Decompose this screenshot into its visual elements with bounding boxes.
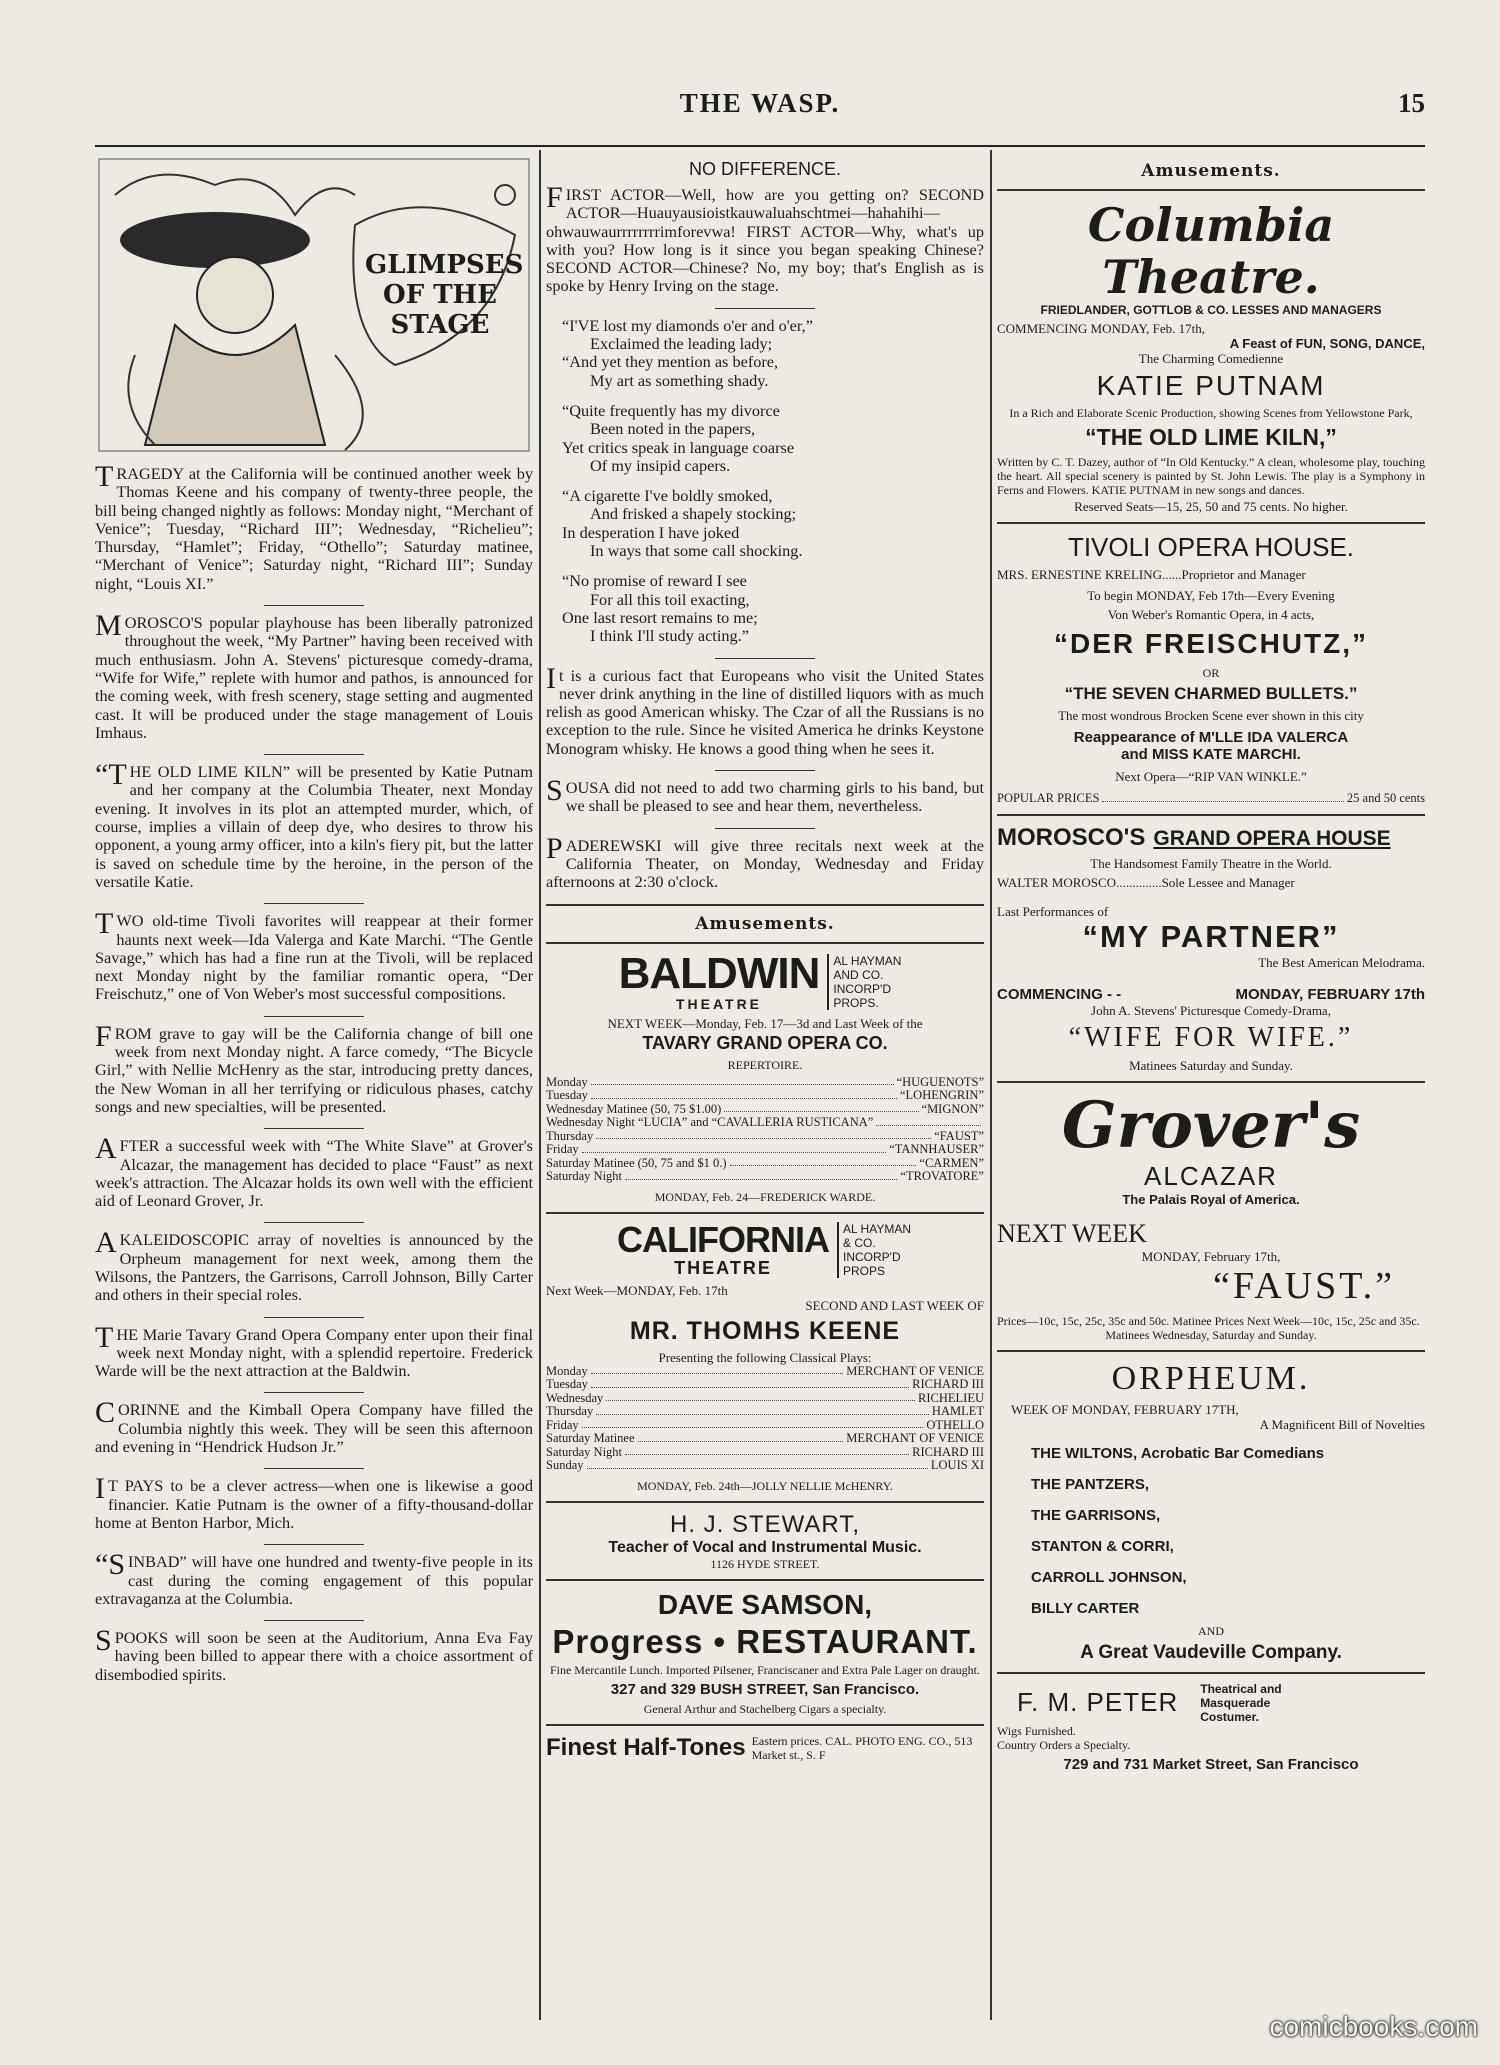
tivoli-ad [997, 532, 1425, 806]
california-sub: THEATRE [674, 1257, 772, 1278]
poem-line: Of my insipid capers. [590, 455, 731, 475]
california-footer: MONDAY, Feb. 24th—JOLLY NELLIE McHENRY. [637, 1478, 893, 1493]
baldwin-repertoire: REPERTOIRE. [727, 1057, 803, 1072]
schedule-day: Friday [546, 1142, 579, 1156]
tivoli-opera: “DER FREISCHUTZ,” [1054, 628, 1368, 659]
orpheum-great: A Great Vaudeville Company. [1080, 1641, 1342, 1663]
poem-line: Been noted in the papers, [590, 419, 756, 439]
article: AKALEIDOSCOPIC array of novelties is announced by the Orpheum management for next week, among them the Wilsons, the Pantzers, the Garrisons, Carroll Johnson, Billy Carter and others in their special roles. [95, 1226, 533, 1305]
morosco-comm-label: COMMENCING - - [997, 985, 1122, 1003]
stewart-ad [546, 1511, 984, 1571]
grovers-logo: Grover's [1061, 1087, 1361, 1163]
leader-dots [625, 1170, 897, 1180]
article: TRAGEDY at the California will be continued another week by Thomas Keene and his company of twenty-three people, the bill being changed nightly as follows: Monday night, “Merchant of Venice”; Tuesday, “Richard III”; Wednesday, “Richelieu”; Thursday, “Hamlet”; Friday, “Othello”; Saturday matinee, “Merchant of Venice”; Saturday night, “Richard III”; Sunday night, “Louis XI.” [95, 460, 533, 593]
schedule-day: Monday [546, 1363, 588, 1378]
divider [264, 1544, 364, 1545]
baldwin-mgmt: AL HAYMAN AND CO. INCORP'D PROPS. [827, 954, 911, 1010]
divider [264, 754, 364, 755]
orpheum-act: BILLY CARTER [1031, 1599, 1140, 1617]
article: “THE OLD LIME KILN” will be presented by Katie Putnam and her company at the Columbia Theater, next Monday evening. It involves in its plot an attempted murder, which, of course, implies a villain of deep dye, who desires to throw his opponent, a young army officer, into a kiln's fiery pit, but the latter is saved on schedule time by the heroine, in the person of the versatile Katie. [95, 758, 533, 891]
masthead: THE WASP. [679, 88, 841, 118]
leader-dots [638, 1432, 844, 1442]
baldwin-ad [546, 948, 984, 1204]
divider [264, 1317, 364, 1318]
orpheum-ad [997, 1360, 1425, 1664]
rule [997, 189, 1425, 191]
leader-dots [582, 1143, 887, 1153]
peter-name: F. M. PETER [1017, 1687, 1179, 1717]
rule [546, 1724, 984, 1726]
schedule-row [546, 1446, 984, 1460]
samson-name: DAVE SAMSON, [657, 1588, 873, 1620]
rule [546, 904, 984, 906]
tivoli-prop: MRS. ERNESTINE KRELING......Proprietor and Manager [997, 567, 1306, 582]
poem [546, 317, 984, 646]
schedule-day: Wednesday [546, 1390, 604, 1405]
tivoli-prices-label: POPULAR PRICES [997, 791, 1100, 805]
article: CORINNE and the Kimball Opera Company have filled the Columbia nightly this week. They will be seen this afternoon and evening in “Hendrick Hudson Jr.” [95, 1396, 533, 1457]
orpheum-week: WEEK OF MONDAY, FEBRUARY 17TH, [1011, 1401, 1239, 1417]
columbia-logo: Columbia Theatre. [1087, 198, 1335, 304]
poem-line: Yet critics speak in language coarse [562, 437, 795, 457]
columbia-desc: Written by C. T. Dazey, author of “In Old Kentucky.” A clean, wholesome play, touching the heart. All special scenery is painted by St. John Lewis. The play is a Symphony in Ferns and Flowers. KATIE PUTNAM in new songs and dances. [997, 455, 1425, 497]
schedule-play: “HUGUENOTS” [896, 1074, 984, 1089]
schedule-row [546, 1116, 984, 1130]
article: MOROSCO'S popular playhouse has been liberally patronized throughout the week, “My Partner” having been received with much enthusiasm. John A. Stevens' picturesque comedy-drama, “Wife for Wife,” replete with humor and pathos, is announced for the coming week, with fresh scenery, stage setting and augmented cast. It will be produced under the stage management of Louis Imhaus. [95, 609, 533, 742]
divider [715, 658, 815, 659]
poem-stanza [562, 487, 984, 560]
rule [546, 942, 984, 944]
schedule-play: “FAUST” [934, 1128, 984, 1143]
schedule-day: Thursday [546, 1128, 594, 1143]
halftones-big: Finest Half-Tones [546, 1733, 746, 1761]
divider [715, 308, 815, 309]
orpheum-act: THE GARRISONS, [1031, 1506, 1161, 1524]
poem-line: In desperation I have joked [562, 522, 740, 542]
schedule-play: LOUIS XI [930, 1458, 984, 1472]
middle-column [546, 155, 984, 2025]
news-column [95, 155, 533, 2025]
leader-dots [606, 1392, 915, 1402]
column-divider [990, 150, 992, 2020]
peter-ad [997, 1682, 1425, 1773]
orpheum-act: STANTON & CORRI, [1031, 1537, 1174, 1555]
grovers-matinees: Matinees Wednesday, Saturday and Sunday. [1105, 1327, 1317, 1342]
article: SPOOKS will soon be seen at the Auditorium, Anna Eva Fay having been billed to appear there with a choice assortment of disembodied spirits. [95, 1624, 533, 1684]
poem-line: Exclaimed the leading lady; [590, 334, 773, 354]
peter-wigs: Wigs Furnished. [997, 1723, 1076, 1738]
poem-line: And frisked a shapely stocking; [590, 504, 797, 524]
orpheum-and: AND [1198, 1623, 1224, 1638]
paderewski-paragraph: PADEREWSKI will give three recitals next week at the California Theater, on Monday, Wednesday and Friday afternoons at 2:30 o'clock. [546, 831, 984, 892]
tivoli-reappearance: Reappearance of M'LLE IDA VALERCA [1073, 729, 1349, 746]
peter-address: 729 and 731 Market Street, San Francisco [1063, 1755, 1359, 1773]
divider [264, 903, 364, 904]
columbia-feast: A Feast of FUN, SONG, DANCE, [1229, 336, 1425, 351]
orpheum-bill: A Magnificent Bill of Novelties [1259, 1416, 1425, 1432]
poem-line: “I'VE lost my diamonds o'er and o'er,” [562, 315, 813, 335]
schedule-day: Tuesday [546, 1377, 588, 1391]
schedule-play: “CARMEN” [919, 1155, 984, 1170]
poem-stanza [562, 402, 984, 475]
article: AFTER a successful week with “The White Slave” at Grover's Alcazar, the management has decided to place “Faust” as next week's attraction. The Alcazar holds its own well with the efficient aid of Leonard Grover, Jr. [95, 1132, 533, 1211]
tivoli-marchi: and MISS KATE MARCHI. [1121, 746, 1301, 763]
tivoli-prices-value: 25 and 50 cents [1346, 791, 1425, 805]
california-second: SECOND AND LAST WEEK OF [805, 1297, 984, 1313]
baldwin-schedule [546, 1076, 984, 1184]
poem-line: In ways that some call shocking. [590, 541, 803, 561]
rule [546, 1579, 984, 1581]
stewart-name: H. J. STEWART, [669, 1510, 860, 1538]
rule [997, 1350, 1425, 1352]
grovers-monday: MONDAY, February 17th, [1141, 1248, 1281, 1264]
schedule-day: Saturday Night [546, 1444, 623, 1459]
columbia-mgmt: FRIEDLANDER, GOTTLOB & CO. LESSES AND MANAGERS [1040, 303, 1382, 317]
baldwin-footer: MONDAY, Feb. 24—FREDERICK WARDE. [654, 1189, 876, 1204]
keystone-paragraph: It is a curious fact that Europeans who visit the United States never drink anything in the line of distilled liquors with as much relish as good American whisky. The Czar of all the Russians is no exception to the rule. Since he visited America he drinks Keystone Monogram whisky. He knows a good thing when he sees it. [546, 661, 984, 758]
divider [264, 1128, 364, 1129]
rule [546, 1212, 984, 1214]
columbia-ad [997, 199, 1425, 514]
schedule-day: Saturday Night [546, 1169, 623, 1183]
tivoli-begin: To begin MONDAY, Feb 17th—Every Evening [1087, 588, 1335, 603]
poem-line: My art as something shady. [590, 370, 769, 390]
morosco-john: John A. Stevens' Picturesque Comedy-Drama, [1091, 1002, 1331, 1018]
divider [264, 1222, 364, 1223]
leader-dots [596, 1405, 929, 1415]
leader-dots [582, 1419, 924, 1429]
columbia-production: In a Rich and Elaborate Scenic Production, showing Scenes from Yellowstone Park, [1009, 406, 1413, 420]
california-mgmt: AL HAYMAN & CO. INCORP'D PROPS [837, 1222, 913, 1278]
tivoli-alt: “THE SEVEN CHARMED BULLETS.” [1064, 684, 1358, 703]
grovers-next: NEXT WEEK [997, 1218, 1147, 1248]
leader-dots [591, 1365, 844, 1375]
schedule-day: Saturday Matinee (50, 75 and $1 0.) [546, 1155, 727, 1170]
poem-line: “Quite frequently has my divorce [562, 400, 780, 420]
page-header [95, 88, 1425, 132]
schedule-row [546, 1076, 984, 1090]
columbia-play: “THE OLD LIME KILN,” [1085, 424, 1337, 450]
orpheum-acts [997, 1438, 1425, 1624]
samson-ad [546, 1589, 984, 1716]
leader-dots [591, 1076, 894, 1086]
grovers-palais: The Palais Royal of America. [1122, 1191, 1300, 1207]
schedule-row [546, 1143, 984, 1157]
halftones-ad [546, 1734, 984, 1762]
poem-line: One last resort remains to me; [562, 607, 758, 627]
schedule-day: Monday [546, 1074, 588, 1089]
orpheum-title: ORPHEUM. [1111, 1359, 1311, 1397]
rule [546, 1501, 984, 1503]
amusements-column [997, 155, 1425, 2025]
schedule-day: Saturday Matinee [546, 1431, 635, 1445]
schedule-play: “TANNHAUSER” [889, 1142, 984, 1156]
california-star: MR. THOMHS KEENE [629, 1316, 901, 1345]
peter-country: Country Orders a Specialty. [997, 1737, 1131, 1752]
tivoli-von: Von Weber's Romantic Opera, in 4 acts, [1107, 607, 1315, 622]
morosco-wife: “WIFE FOR WIFE.” [1068, 1021, 1354, 1053]
columbia-charming: The Charming Comedienne [1138, 351, 1284, 366]
schedule-row [546, 1405, 984, 1419]
schedule-row [546, 1432, 984, 1446]
divider [715, 828, 815, 829]
samson-restaurant: Progress • RESTAURANT. [552, 1622, 978, 1660]
stewart-line: Teacher of Vocal and Instrumental Music. [608, 1538, 922, 1556]
morosco-tagline: The Handsomest Family Theatre in the World. [1090, 855, 1332, 871]
poem-line: “And yet they mention as before, [562, 352, 779, 372]
morosco-commencing [997, 986, 1425, 1003]
watermark: comicbooks.com [1269, 2011, 1478, 2042]
california-logo: CALIFORNIA [617, 1218, 829, 1260]
poem-stanza [562, 572, 984, 645]
morosco-comm-date: MONDAY, FEBRUARY 17th [1235, 985, 1425, 1003]
leader-dots [876, 1116, 981, 1126]
columbia-star: KATIE PUTNAM [1096, 370, 1326, 401]
schedule-play: “TROVATORE” [900, 1169, 984, 1183]
amusements-heading: Amusements. [1141, 161, 1281, 181]
schedule-day: Thursday [546, 1404, 594, 1418]
columbia-seats: Reserved Seats—15, 25, 50 and 75 cents. No higher. [1074, 499, 1348, 514]
schedule-play: OTHELLO [926, 1417, 984, 1432]
article: “SINBAD” will have one hundred and twenty-five people in its cast during the coming engagement of this popular extravaganza at the Columbia. [95, 1548, 533, 1608]
morosco-title: MOROSCO'S [997, 823, 1146, 851]
rule [997, 1672, 1425, 1674]
schedule-play: MERCHANT OF VENICE [846, 1363, 984, 1378]
divider [264, 1620, 364, 1621]
divider [264, 1392, 364, 1393]
schedule-day: Wednesday Night “LUCIA” and “CAVALLERIA RUSTICANA” [546, 1115, 874, 1129]
schedule-row [546, 1130, 984, 1144]
page-number: 15 [1398, 88, 1425, 118]
schedule-play: RICHARD III [912, 1444, 984, 1459]
illustration-title: GLIMPSES OF THE STAGE [365, 250, 524, 340]
orpheum-act: CARROLL JOHNSON, [1031, 1568, 1187, 1586]
poem-line: For all this toil exacting, [590, 589, 750, 609]
article: THE Marie Tavary Grand Opera Company enter upon their final week next Monday night, with a splendid repertoire. Frederick Warde will be the next attraction at the Baldwin. [95, 1320, 533, 1381]
schedule-day: Wednesday Matinee (50, 75 $1.00) [546, 1101, 722, 1116]
article: IT PAYS to be a clever actress—when one is likewise a good financier. Katie Putnam is the owner of a fifty-thousand-dollar home at Benton Harbor, Mich. [95, 1472, 533, 1532]
schedule-row [546, 1157, 984, 1171]
schedule-row [546, 1459, 984, 1473]
no-difference-text: FIRST ACTOR—Well, how are you getting on? SECOND ACTOR—Huauyausioistkauwaluahschtmei—hahahihi—ohwauwaurrrrrrrrimforevwa! FIRST ACTOR—Why, what's up with you? How long is it since you began speaking Chinese? SECOND ACTOR—Chinese? No, my boy; that's English as is spoke by Henry Irving on the stage. [546, 181, 984, 296]
schedule-row [546, 1170, 984, 1184]
california-next: Next Week—MONDAY, Feb. 17th [546, 1282, 728, 1298]
samson-desc: Fine Mercantile Lunch. Imported Pilsener, Franciscaner and Extra Pale Lager on draught. [549, 1662, 981, 1677]
leader-dots [625, 1446, 909, 1456]
poem-stanza [562, 317, 984, 390]
stewart-address: 1126 HYDE STREET. [710, 1556, 820, 1571]
halftones-small: Eastern prices. CAL. PHOTO ENG. CO., 513 Market st., S. F [751, 1733, 973, 1762]
schedule-row [546, 1392, 984, 1406]
grovers-ad [997, 1087, 1425, 1342]
baldwin-next: NEXT WEEK—Monday, Feb. 17—3d and Last Week of the [607, 1015, 923, 1031]
leader-dots [591, 1089, 897, 1099]
orpheum-act: THE WILTONS, Acrobatic Bar Comedians [1031, 1444, 1325, 1462]
tivoli-scene: The most wondrous Brocken Scene ever shown in this city [1058, 708, 1364, 723]
schedule-row [546, 1378, 984, 1392]
schedule-row [546, 1103, 984, 1117]
leader-dots [730, 1157, 917, 1167]
article-list [95, 460, 533, 1684]
tivoli-prices [997, 792, 1425, 806]
morosco-ad [997, 824, 1425, 1073]
header-rule [95, 145, 1425, 147]
schedule-play: RICHARD III [912, 1377, 984, 1391]
schedule-day: Friday [546, 1417, 579, 1432]
leader-dots [591, 1378, 909, 1388]
divider [264, 605, 364, 606]
grovers-alcazar: ALCAZAR [1144, 1160, 1278, 1191]
california-ad [546, 1218, 984, 1493]
schedule-day: Sunday [546, 1458, 584, 1472]
schedule-play: RICHELIEU [918, 1390, 984, 1405]
divider [264, 1016, 364, 1017]
rule [997, 814, 1425, 816]
glimpses-illustration [95, 155, 533, 455]
schedule-row [546, 1365, 984, 1379]
schedule-day: Tuesday [546, 1088, 588, 1102]
rule [997, 1081, 1425, 1083]
no-difference-title: NO DIFFERENCE. [688, 159, 841, 179]
leader-dots [596, 1130, 931, 1140]
samson-cigars: General Arthur and Stachelberg Cigars a specialty. [643, 1701, 887, 1716]
baldwin-logo: BALDWIN [618, 948, 820, 998]
leader-dots [724, 1103, 918, 1113]
schedule-play: “LOHENGRIN” [899, 1088, 984, 1102]
california-schedule [546, 1365, 984, 1473]
tivoli-next: Next Opera—“RIP VAN WINKLE.” [1115, 769, 1307, 784]
morosco-play: “MY PARTNER” [1082, 918, 1340, 954]
poem-line: “No promise of reward I see [562, 571, 747, 591]
leader-dots [1102, 792, 1343, 802]
schedule-row [546, 1089, 984, 1103]
tivoli-title: TIVOLI OPERA HOUSE. [1067, 532, 1355, 562]
grovers-faust: “FAUST.” [1213, 1264, 1395, 1307]
sousa-paragraph: SOUSA did not need to add two charming girls to his band, but we shall be pleased to see and hear them, nevertheless. [546, 774, 984, 816]
morosco-melodrama: The Best American Melodrama. [1258, 954, 1425, 970]
amusements-heading: Amusements. [695, 913, 835, 934]
schedule-play: “MIGNON” [921, 1101, 984, 1116]
samson-address: 327 and 329 BUSH STREET, San Francisco. [610, 1680, 920, 1698]
schedule-row [546, 1419, 984, 1433]
column-divider [539, 150, 541, 2020]
morosco-house: GRAND OPERA HOUSE [1153, 826, 1391, 850]
divider [715, 770, 815, 771]
baldwin-sub: THEATRE [675, 995, 763, 1012]
morosco-walter: WALTER MOROSCO..............Sole Lessee and Manager [997, 874, 1295, 890]
orpheum-act: THE PANTZERS, [1031, 1475, 1150, 1493]
rule [997, 522, 1425, 524]
california-presenting: Presenting the following Classical Plays: [658, 1349, 872, 1365]
schedule-play: MERCHANT OF VENICE [846, 1431, 984, 1445]
morosco-last: Last Performances of [997, 903, 1109, 919]
article: TWO old-time Tivoli favorites will reappear at their former haunts next week—Ida Valerga and Kate Marchi. “The Gentle Savage,” which has had a fine run at the Tivoli, will be replaced next Monday night by the familiar romantic opera, “Der Freischutz,” one of Von Weber's most successful compositions. [95, 907, 533, 1004]
leader-dots [587, 1459, 928, 1469]
grovers-prices: Prices—10c, 15c, 25c, 35c and 50c. Matinee Prices Next Week—10c, 15c, 25c and 35c. [997, 1313, 1420, 1328]
peter-side: Theatrical and Masquerade Costumer. [1200, 1681, 1282, 1724]
morosco-matinees: Matinees Saturday and Sunday. [1129, 1057, 1293, 1073]
schedule-play: HAMLET [931, 1404, 984, 1418]
divider [264, 1468, 364, 1469]
poem-line: “A cigarette I've boldly smoked, [562, 486, 773, 506]
tivoli-or: OR [1202, 666, 1220, 680]
article: FROM grave to gay will be the California change of bill one week from next Monday night. A farce comedy, “The Bicycle Girl,” with Nellie McHenry as the star, introducing pretty dances, the New Woman in all her terrifying or ridiculous phases, catchy songs and new specialties, will be presented. [95, 1019, 533, 1116]
columbia-commencing: COMMENCING MONDAY, Feb. 17th, [997, 321, 1206, 336]
baldwin-company: TAVARY GRAND OPERA CO. [642, 1032, 888, 1053]
poem-line: I think I'll study acting.” [590, 626, 749, 646]
